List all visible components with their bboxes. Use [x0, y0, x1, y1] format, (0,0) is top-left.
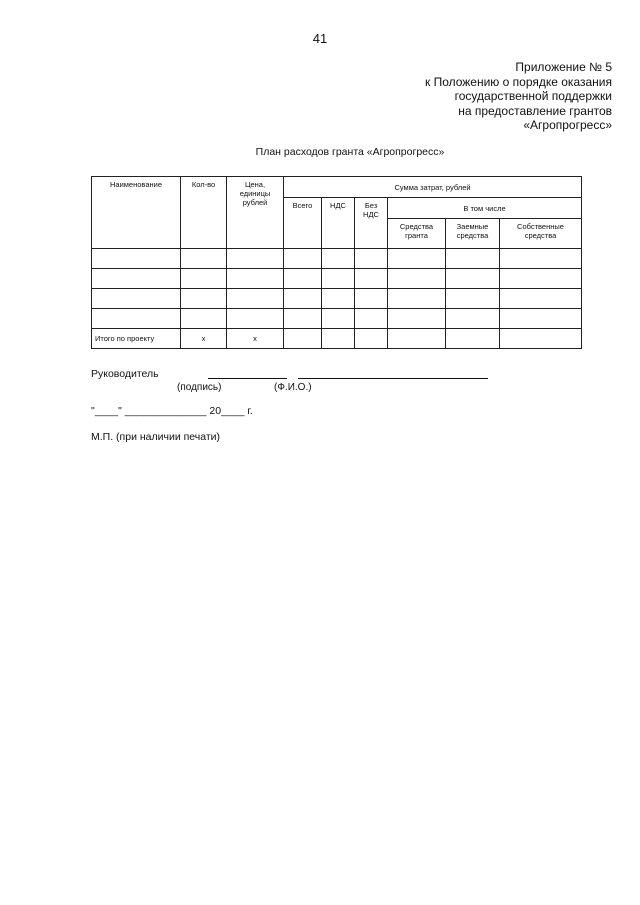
table-cell — [284, 249, 322, 269]
total-row-label: Итого по проекту — [92, 329, 181, 349]
table-cell — [500, 269, 582, 289]
table-cell — [322, 309, 355, 329]
expense-plan-table — [91, 176, 582, 349]
table-cell — [181, 309, 227, 329]
total-row-qty: х — [181, 329, 227, 349]
table-cell — [388, 289, 446, 309]
total-row-cell — [322, 329, 355, 349]
table-cell — [446, 309, 500, 329]
total-row-cell — [284, 329, 322, 349]
header-sum: Сумма затрат, рублей — [284, 177, 582, 198]
table-cell — [355, 249, 388, 269]
appendix-line: на предоставление грантов — [458, 103, 612, 118]
table-cell — [181, 249, 227, 269]
table-cell — [227, 249, 284, 269]
table-cell — [500, 289, 582, 309]
appendix-line: к Положению о порядке оказания — [424, 74, 612, 89]
table-cell — [446, 249, 500, 269]
table-cell — [355, 309, 388, 329]
table-cell — [388, 249, 446, 269]
total-row-price: х — [227, 329, 284, 349]
signature-line — [208, 378, 287, 379]
name-line — [298, 378, 488, 379]
header-price: Цена, единицы рублей — [227, 177, 284, 249]
table-cell — [227, 289, 284, 309]
table-row — [92, 269, 582, 289]
table-cell — [284, 289, 322, 309]
header-name: Наименование — [92, 177, 181, 249]
table-row — [92, 289, 582, 309]
table-cell — [92, 309, 181, 329]
head-label: Руководитель — [91, 368, 159, 380]
table-cell — [92, 269, 181, 289]
table-cell — [500, 249, 582, 269]
appendix-line: государственной поддержки — [454, 89, 612, 103]
header-grant-funds: Средства гранта — [388, 219, 446, 249]
table-cell — [284, 269, 322, 289]
total-row-cell — [446, 329, 500, 349]
table-cell — [227, 269, 284, 289]
header-own-funds: Собственные средства — [500, 219, 582, 249]
header-qty: Кол-во — [181, 177, 227, 249]
total-row-cell — [388, 329, 446, 349]
signature-caption: (подпись) — [177, 382, 222, 393]
header-no-vat: Без НДС — [355, 198, 388, 249]
name-caption: (Ф.И.О.) — [274, 382, 312, 393]
table-cell — [181, 269, 227, 289]
table-row — [92, 309, 582, 329]
table-cell — [92, 249, 181, 269]
table-cell — [322, 289, 355, 309]
signature-block — [91, 368, 591, 394]
table-cell — [322, 249, 355, 269]
table-cell — [181, 289, 227, 309]
table-cell — [500, 309, 582, 329]
header-including: В том числе — [388, 198, 582, 219]
table-cell — [284, 309, 322, 329]
table-cell — [446, 269, 500, 289]
table-cell — [227, 309, 284, 329]
seal-note: М.П. (при наличии печати) — [91, 431, 221, 443]
total-row-cell — [500, 329, 582, 349]
document-title: План расходов гранта «Агропрогресс» — [255, 146, 445, 158]
date-line: "____" ______________ 20____ г. — [91, 405, 253, 417]
header-borrowed-funds: Заемные средства — [446, 219, 500, 249]
table-cell — [388, 269, 446, 289]
total-row-cell — [355, 329, 388, 349]
table-cell — [92, 289, 181, 309]
table-cell — [388, 309, 446, 329]
table-cell — [355, 269, 388, 289]
table-cell — [322, 269, 355, 289]
appendix-line: Приложение № 5 — [515, 60, 612, 74]
appendix-line: «Агропрогресс» — [523, 118, 612, 132]
page-number: 41 — [312, 31, 328, 46]
table-body — [92, 249, 582, 329]
appendix-header — [425, 60, 612, 133]
table-cell — [446, 289, 500, 309]
table-cell — [355, 289, 388, 309]
header-vat: НДС — [322, 198, 355, 249]
table-row — [92, 249, 582, 269]
header-total: Всего — [284, 198, 322, 249]
